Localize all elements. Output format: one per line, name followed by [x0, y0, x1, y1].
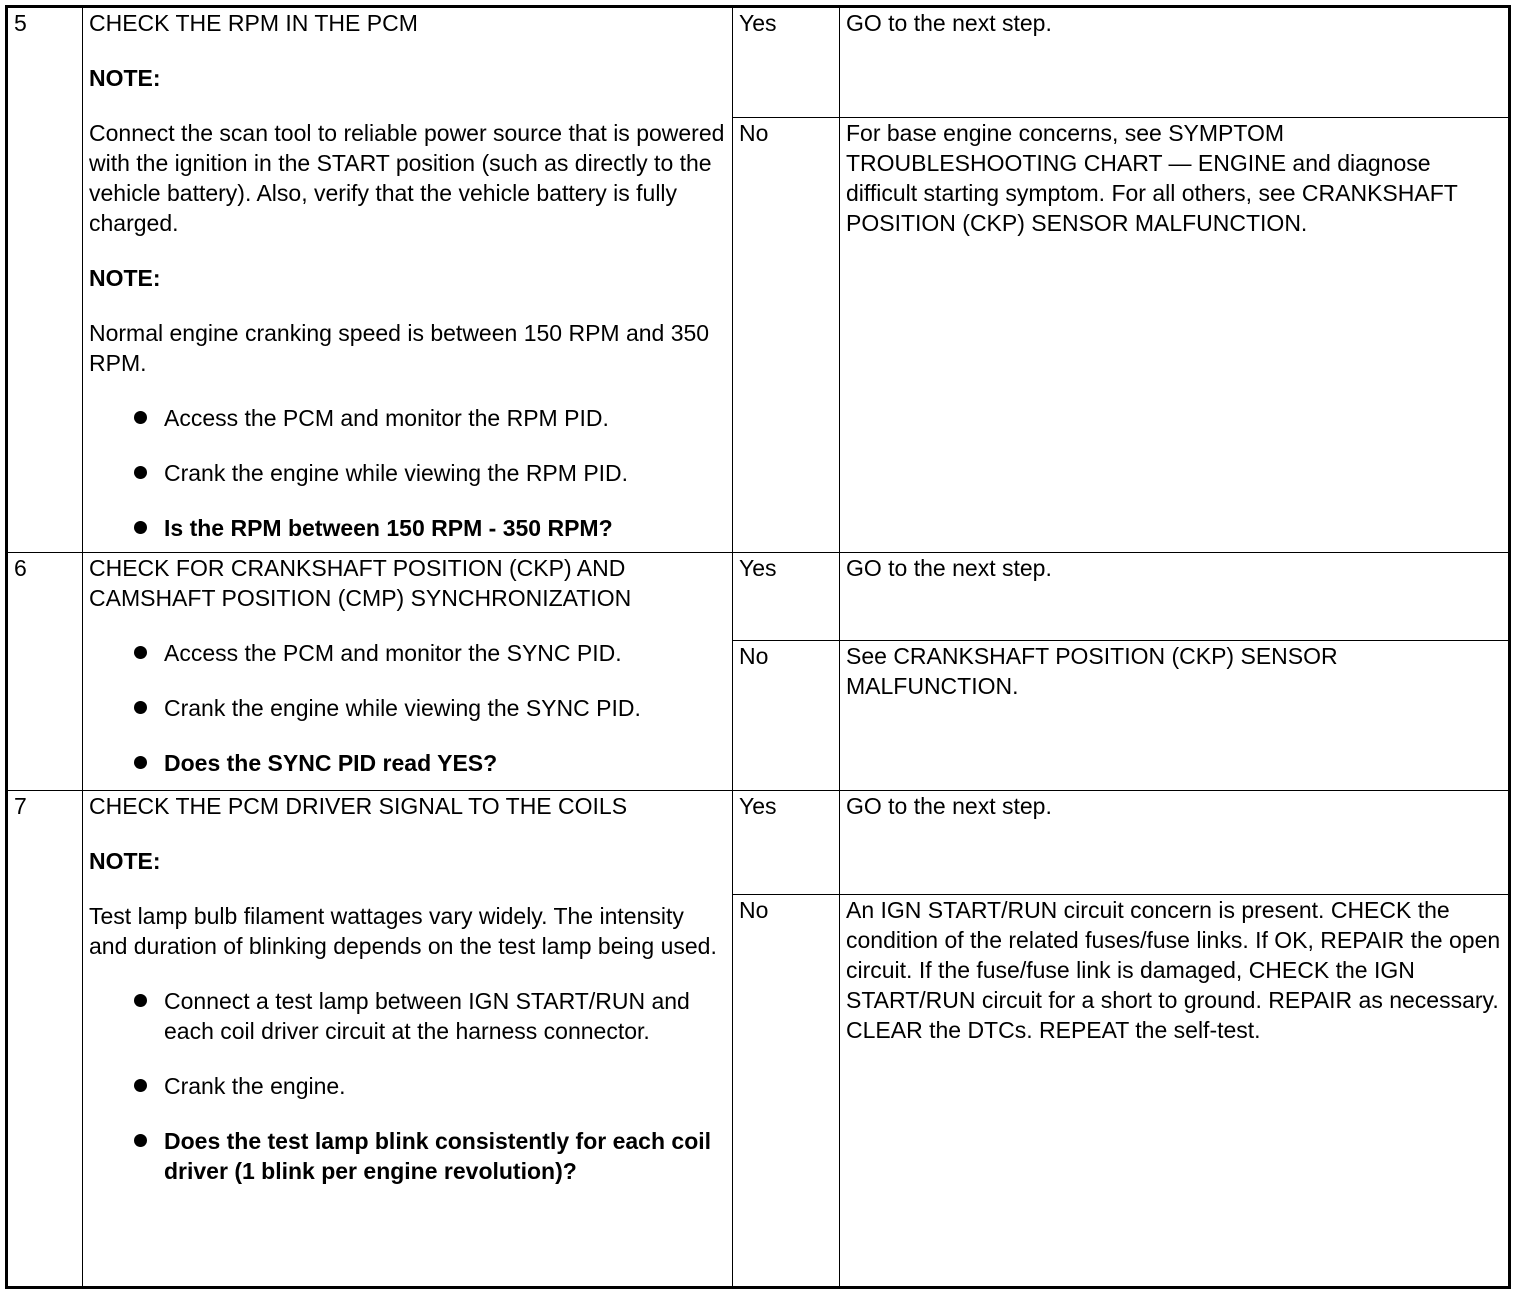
step-7-yes-row — [7, 790, 1510, 894]
bullet-dot-icon — [134, 1134, 147, 1147]
step-5-question — [164, 513, 726, 543]
step-7-bullet-1 — [164, 986, 726, 1046]
step-6-question-text: Does the SYNC PID read YES? — [164, 750, 498, 777]
step-7-yes-label: Yes — [733, 790, 840, 894]
bullet-dot-icon — [134, 466, 147, 479]
step-6-yes-label: Yes — [733, 553, 840, 641]
step-7-note-label: NOTE: — [89, 847, 161, 874]
step-5-yes-row — [7, 7, 1510, 118]
step-5-yes-action: GO to the next step. — [840, 7, 1510, 118]
step-6-no-label: No — [733, 641, 840, 790]
step-6-yes-action: GO to the next step. — [840, 553, 1510, 641]
step-5-note-text: Connect the scan tool to reliable power source that is powered with the ignition in the START position (such as directly to the vehicle battery). Also, verify that the vehicle battery is fully charged. — [89, 120, 725, 236]
step-6-bullet-2 — [164, 693, 726, 723]
step-5-note-2-label: NOTE: — [89, 265, 161, 291]
bullet-dot-icon — [134, 646, 147, 659]
step-6-description — [83, 553, 733, 791]
step-5-no-action: For base engine concerns, see SYMPTOM TROUBLESHOOTING CHART — ENGINE and diagnose difficult starting symptom. For all others, see CRANKSHAFT POSITION (CKP) SENSOR MALFUNCTION. — [840, 118, 1510, 553]
step-7-question — [164, 1126, 726, 1186]
bullet-dot-icon — [134, 994, 147, 1007]
step-5-title: CHECK THE RPM IN THE PCM — [89, 10, 418, 36]
step-5-note-label: NOTE: — [89, 65, 161, 91]
step-7-question-text: Does the test lamp blink consistently for each coil driver (1 blink per engine revolution)? — [164, 1127, 712, 1184]
step-5-number: 5 — [7, 7, 83, 553]
step-5-note-2-text: Normal engine cranking speed is between 150 RPM and 350 RPM. — [89, 320, 710, 376]
step-6-question — [164, 748, 726, 778]
step-7-bullet-2 — [164, 1071, 726, 1101]
bullet-dot-icon — [134, 756, 147, 769]
step-5-question-text: Is the RPM between 150 RPM - 350 RPM? — [164, 515, 613, 541]
step-6-bullet-1 — [164, 638, 726, 668]
step-7-no-action: An IGN START/RUN circuit concern is present. CHECK the condition of the related fuses/fuse links. If OK, REPAIR the open circuit. If the fuse/fuse link is damaged, CHECK the IGN START/RUN circuit for a short to ground. REPAIR as necessary. CLEAR the DTCs. REPEAT the self-test. — [840, 895, 1510, 1288]
step-7-description — [83, 790, 733, 1287]
bullet-dot-icon — [134, 701, 147, 714]
step-5-bullet-list — [89, 403, 726, 543]
step-7-title: CHECK THE PCM DRIVER SIGNAL TO THE COILS — [89, 792, 628, 819]
step-6-bullet-list — [89, 638, 726, 778]
bullet-dot-icon — [134, 411, 147, 424]
step-6-bullet-1-text: Access the PCM and monitor the SYNC PID. — [164, 640, 622, 667]
step-6-bullet-2-text: Crank the engine while viewing the SYNC PID. — [164, 695, 641, 722]
step-5-yes-label: Yes — [733, 7, 840, 118]
step-6-title: CHECK FOR CRANKSHAFT POSITION (CKP) AND CAMSHAFT POSITION (CMP) SYNCHRONIZATION — [89, 555, 632, 612]
step-5-no-label: No — [733, 118, 840, 553]
bullet-dot-icon — [134, 521, 147, 534]
step-7-bullet-1-text: Connect a test lamp between IGN START/RUN and each coil driver circuit at the harness connector. — [164, 987, 690, 1044]
step-5-bullet-2 — [164, 458, 726, 488]
step-5-description — [83, 7, 733, 553]
step-5-bullet-1 — [164, 403, 726, 433]
step-6-no-action: See CRANKSHAFT POSITION (CKP) SENSOR MALFUNCTION. — [840, 641, 1510, 790]
step-6-number: 6 — [7, 553, 83, 791]
bullet-dot-icon — [134, 1079, 147, 1092]
step-7-bullet-list — [89, 986, 726, 1186]
step-6-yes-row — [7, 553, 1510, 641]
step-7-bullet-2-text: Crank the engine. — [164, 1072, 346, 1099]
step-7-yes-action: GO to the next step. — [840, 790, 1510, 894]
step-7-number: 7 — [7, 790, 83, 1287]
step-5-bullet-2-text: Crank the engine while viewing the RPM PID. — [164, 460, 629, 486]
step-7-no-label: No — [733, 895, 840, 1288]
step-5-bullet-1-text: Access the PCM and monitor the RPM PID. — [164, 405, 609, 431]
pinpoint-test-table — [5, 5, 1511, 1289]
step-7-note-text: Test lamp bulb filament wattages vary widely. The intensity and duration of blinking depends on the test lamp being used. — [89, 902, 717, 959]
